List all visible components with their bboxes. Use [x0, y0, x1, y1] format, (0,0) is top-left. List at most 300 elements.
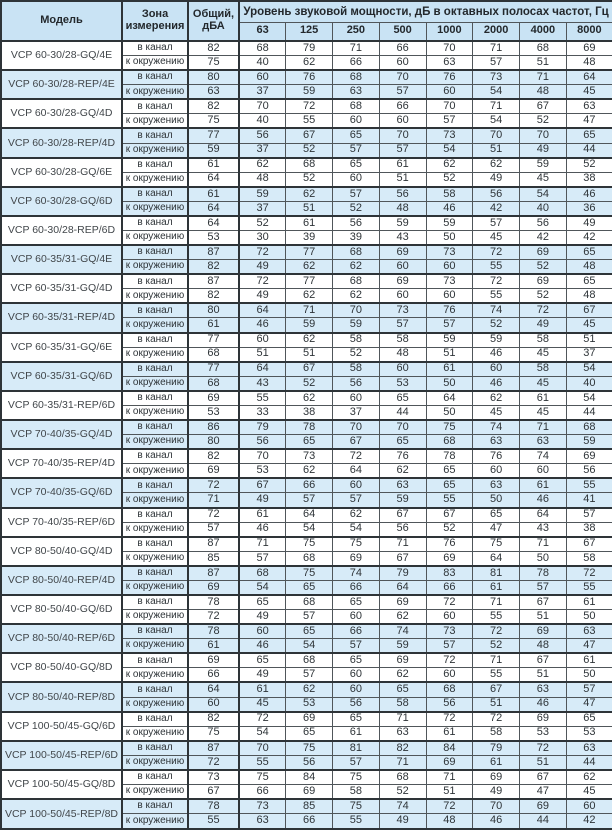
table-row-duct: [1, 449, 612, 464]
value-cell: 77: [188, 128, 239, 143]
value-cell: 60: [379, 260, 426, 275]
zone-ambient-cell: к окружению: [122, 405, 188, 420]
zone-duct-cell: в канал: [122, 682, 188, 697]
value-cell: 72: [188, 478, 239, 493]
zone-duct-cell: в канал: [122, 566, 188, 581]
value-cell: 63: [566, 99, 612, 114]
value-cell: 52: [286, 376, 333, 391]
value-cell: 79: [379, 566, 426, 581]
zone-duct-cell: в канал: [122, 128, 188, 143]
value-cell: 62: [333, 289, 380, 304]
value-cell: 73: [239, 799, 286, 814]
value-cell: 61: [239, 508, 286, 523]
value-cell: 57: [426, 114, 473, 129]
value-cell: 70: [379, 420, 426, 435]
value-cell: 72: [426, 799, 473, 814]
value-cell: 69: [188, 653, 239, 668]
value-cell: 67: [188, 784, 239, 799]
value-cell: 87: [188, 274, 239, 289]
value-cell: 78: [188, 799, 239, 814]
value-cell: 56: [333, 697, 380, 712]
value-cell: 38: [286, 405, 333, 420]
value-cell: 71: [286, 303, 333, 318]
value-cell: 48: [426, 814, 473, 829]
value-cell: 77: [286, 245, 333, 260]
value-cell: 51: [520, 610, 567, 625]
value-cell: 39: [333, 231, 380, 246]
zone-column-header: Зона измерения: [122, 1, 188, 41]
zone-ambient-cell: к окружению: [122, 172, 188, 187]
table-row-duct: [1, 41, 612, 56]
value-cell: 40: [566, 376, 612, 391]
value-cell: 49: [239, 260, 286, 275]
value-cell: 46: [566, 187, 612, 202]
value-cell: 72: [426, 595, 473, 610]
value-cell: 57: [566, 508, 612, 523]
value-cell: 69: [286, 784, 333, 799]
value-cell: 67: [286, 362, 333, 377]
value-cell: 56: [379, 187, 426, 202]
value-cell: 60: [333, 391, 380, 406]
value-cell: 87: [188, 741, 239, 756]
value-cell: 50: [426, 376, 473, 391]
model-cell: VCP 100-50/45-REP/6D: [1, 741, 122, 770]
value-cell: 52: [333, 201, 380, 216]
value-cell: 60: [333, 114, 380, 129]
value-cell: 42: [566, 814, 612, 829]
value-cell: 57: [473, 56, 520, 71]
value-cell: 56: [333, 216, 380, 231]
value-cell: 43: [239, 376, 286, 391]
value-cell: 59: [473, 333, 520, 348]
model-cell: VCP 60-35/31-GQ/4D: [1, 274, 122, 303]
table-body: [1, 41, 612, 829]
value-cell: 73: [188, 770, 239, 785]
value-cell: 57: [566, 682, 612, 697]
value-cell: 72: [426, 712, 473, 727]
value-cell: 57: [286, 493, 333, 508]
value-cell: 52: [473, 639, 520, 654]
value-cell: 46: [239, 522, 286, 537]
value-cell: 44: [566, 143, 612, 158]
value-cell: 46: [520, 697, 567, 712]
value-cell: 65: [333, 595, 380, 610]
zone-ambient-cell: к окружению: [122, 639, 188, 654]
value-cell: 37: [239, 201, 286, 216]
value-cell: 69: [520, 624, 567, 639]
value-cell: 57: [188, 522, 239, 537]
value-cell: 75: [188, 56, 239, 71]
value-cell: 43: [520, 522, 567, 537]
value-cell: 60: [333, 610, 380, 625]
value-cell: 69: [566, 41, 612, 56]
value-cell: 54: [566, 391, 612, 406]
value-cell: 61: [520, 391, 567, 406]
value-cell: 75: [333, 799, 380, 814]
value-cell: 59: [426, 333, 473, 348]
value-cell: 56: [333, 376, 380, 391]
value-cell: 74: [379, 799, 426, 814]
value-cell: 57: [333, 187, 380, 202]
value-cell: 49: [239, 668, 286, 683]
value-cell: 62: [566, 770, 612, 785]
value-cell: 55: [239, 391, 286, 406]
value-cell: 69: [333, 551, 380, 566]
value-cell: 55: [286, 114, 333, 129]
value-cell: 40: [520, 201, 567, 216]
value-cell: 53: [188, 231, 239, 246]
value-cell: 55: [333, 814, 380, 829]
value-cell: 63: [239, 814, 286, 829]
value-cell: 54: [239, 580, 286, 595]
value-cell: 49: [520, 143, 567, 158]
value-cell: 55: [473, 668, 520, 683]
value-cell: 75: [286, 566, 333, 581]
value-cell: 72: [473, 624, 520, 639]
value-cell: 68: [286, 595, 333, 610]
value-cell: 51: [379, 172, 426, 187]
value-cell: 52: [426, 172, 473, 187]
value-cell: 69: [379, 245, 426, 260]
zone-duct-cell: в канал: [122, 99, 188, 114]
value-cell: 67: [566, 303, 612, 318]
value-cell: 68: [566, 420, 612, 435]
value-cell: 50: [566, 610, 612, 625]
value-cell: 60: [333, 668, 380, 683]
value-cell: 52: [520, 289, 567, 304]
value-cell: 71: [473, 41, 520, 56]
value-cell: 60: [520, 464, 567, 479]
zone-duct-cell: в канал: [122, 712, 188, 727]
value-cell: 62: [333, 508, 380, 523]
value-cell: 45: [473, 405, 520, 420]
value-cell: 69: [520, 274, 567, 289]
table-row-duct: [1, 770, 612, 785]
value-cell: 74: [473, 420, 520, 435]
value-cell: 57: [333, 143, 380, 158]
value-cell: 81: [473, 566, 520, 581]
value-cell: 51: [426, 784, 473, 799]
value-cell: 50: [566, 668, 612, 683]
value-cell: 72: [333, 449, 380, 464]
value-cell: 37: [239, 143, 286, 158]
model-cell: VCP 60-30/28-REP/4E: [1, 70, 122, 99]
zone-ambient-cell: к окружению: [122, 376, 188, 391]
value-cell: 68: [333, 245, 380, 260]
value-cell: 66: [333, 56, 380, 71]
value-cell: 63: [379, 726, 426, 741]
value-cell: 51: [426, 347, 473, 362]
table-row-duct: [1, 712, 612, 727]
value-cell: 47: [473, 522, 520, 537]
value-cell: 60: [333, 682, 380, 697]
value-cell: 55: [426, 493, 473, 508]
value-cell: 75: [426, 420, 473, 435]
model-cell: VCP 60-30/28-GQ/6D: [1, 187, 122, 216]
value-cell: 54: [566, 362, 612, 377]
zone-duct-cell: в канал: [122, 799, 188, 814]
value-cell: 57: [379, 85, 426, 100]
table-row-duct: [1, 391, 612, 406]
value-cell: 63: [426, 56, 473, 71]
value-cell: 71: [426, 770, 473, 785]
value-cell: 71: [379, 712, 426, 727]
value-cell: 71: [473, 653, 520, 668]
value-cell: 63: [473, 435, 520, 450]
value-cell: 67: [239, 478, 286, 493]
value-cell: 70: [473, 799, 520, 814]
value-cell: 68: [239, 566, 286, 581]
value-cell: 67: [520, 770, 567, 785]
zone-ambient-cell: к окружению: [122, 784, 188, 799]
value-cell: 63: [188, 85, 239, 100]
value-cell: 77: [188, 333, 239, 348]
value-cell: 64: [188, 682, 239, 697]
value-cell: 42: [520, 231, 567, 246]
value-cell: 45: [566, 85, 612, 100]
value-cell: 65: [379, 435, 426, 450]
table-row-duct: [1, 303, 612, 318]
value-cell: 59: [239, 187, 286, 202]
value-cell: 45: [239, 697, 286, 712]
value-cell: 56: [566, 464, 612, 479]
value-cell: 72: [239, 245, 286, 260]
value-cell: 68: [520, 41, 567, 56]
value-cell: 55: [566, 478, 612, 493]
value-cell: 63: [333, 85, 380, 100]
model-cell: VCP 80-50/40-GQ/4D: [1, 537, 122, 566]
zone-duct-cell: в канал: [122, 158, 188, 173]
value-cell: 72: [426, 653, 473, 668]
value-cell: 61: [286, 216, 333, 231]
value-cell: 80: [188, 435, 239, 450]
value-cell: 68: [426, 435, 473, 450]
value-cell: 56: [520, 216, 567, 231]
value-cell: 60: [426, 85, 473, 100]
value-cell: 53: [566, 726, 612, 741]
value-cell: 57: [379, 318, 426, 333]
value-cell: 63: [566, 624, 612, 639]
model-cell: VCP 60-30/28-REP/6D: [1, 216, 122, 245]
value-cell: 57: [286, 610, 333, 625]
value-cell: 68: [286, 551, 333, 566]
value-cell: 65: [333, 128, 380, 143]
value-cell: 52: [239, 216, 286, 231]
value-cell: 49: [239, 493, 286, 508]
value-cell: 69: [473, 770, 520, 785]
value-cell: 66: [188, 668, 239, 683]
value-cell: 67: [286, 128, 333, 143]
value-cell: 44: [379, 405, 426, 420]
value-cell: 70: [473, 128, 520, 143]
zone-ambient-cell: к окружению: [122, 726, 188, 741]
value-cell: 67: [426, 508, 473, 523]
value-cell: 64: [426, 391, 473, 406]
value-cell: 45: [520, 172, 567, 187]
value-cell: 72: [188, 508, 239, 523]
value-cell: 52: [566, 158, 612, 173]
zone-ambient-cell: к окружению: [122, 610, 188, 625]
value-cell: 66: [286, 814, 333, 829]
value-cell: 55: [473, 260, 520, 275]
table-row-duct: [1, 70, 612, 85]
value-cell: 59: [426, 216, 473, 231]
value-cell: 48: [566, 260, 612, 275]
value-cell: 69: [188, 391, 239, 406]
value-cell: 57: [333, 639, 380, 654]
zone-ambient-cell: к окружению: [122, 201, 188, 216]
value-cell: 85: [286, 799, 333, 814]
zone-duct-cell: в канал: [122, 770, 188, 785]
freq-column-header-250: 250: [333, 22, 380, 41]
value-cell: 67: [520, 99, 567, 114]
value-cell: 54: [286, 639, 333, 654]
value-cell: 44: [566, 405, 612, 420]
value-cell: 37: [333, 405, 380, 420]
value-cell: 58: [520, 362, 567, 377]
value-cell: 75: [473, 537, 520, 552]
model-cell: VCP 100-50/45-GQ/6D: [1, 712, 122, 741]
value-cell: 42: [473, 201, 520, 216]
value-cell: 61: [379, 158, 426, 173]
value-cell: 54: [426, 143, 473, 158]
table-row-duct: [1, 595, 612, 610]
value-cell: 44: [566, 755, 612, 770]
value-cell: 80: [188, 70, 239, 85]
value-cell: 71: [379, 755, 426, 770]
value-cell: 69: [379, 274, 426, 289]
value-cell: 66: [239, 784, 286, 799]
value-cell: 70: [239, 741, 286, 756]
value-cell: 57: [333, 493, 380, 508]
value-cell: 70: [333, 303, 380, 318]
value-cell: 55: [239, 755, 286, 770]
value-cell: 77: [188, 362, 239, 377]
freq-column-header-125: 125: [286, 22, 333, 41]
zone-ambient-cell: к окружению: [122, 114, 188, 129]
value-cell: 55: [566, 580, 612, 595]
value-cell: 62: [286, 56, 333, 71]
value-cell: 68: [333, 274, 380, 289]
value-cell: 61: [188, 158, 239, 173]
value-cell: 86: [188, 420, 239, 435]
model-cell: VCP 60-30/28-GQ/6E: [1, 158, 122, 187]
zone-ambient-cell: к окружению: [122, 464, 188, 479]
zone-ambient-cell: к окружению: [122, 668, 188, 683]
value-cell: 71: [333, 41, 380, 56]
value-cell: 56: [286, 755, 333, 770]
zone-duct-cell: в канал: [122, 362, 188, 377]
value-cell: 52: [333, 347, 380, 362]
freq-column-header-63: 63: [239, 22, 286, 41]
table-row-duct: [1, 362, 612, 377]
value-cell: 67: [379, 551, 426, 566]
value-cell: 52: [286, 172, 333, 187]
value-cell: 66: [333, 624, 380, 639]
value-cell: 36: [566, 201, 612, 216]
model-cell: VCP 80-50/40-REP/8D: [1, 682, 122, 711]
zone-duct-cell: в канал: [122, 624, 188, 639]
table-row-duct: [1, 274, 612, 289]
value-cell: 69: [188, 580, 239, 595]
table-row-duct: [1, 682, 612, 697]
value-cell: 62: [473, 391, 520, 406]
value-cell: 49: [520, 318, 567, 333]
value-cell: 57: [333, 755, 380, 770]
value-cell: 58: [333, 784, 380, 799]
value-cell: 50: [426, 231, 473, 246]
value-cell: 69: [520, 712, 567, 727]
value-cell: 76: [473, 449, 520, 464]
table-row-duct: [1, 420, 612, 435]
value-cell: 68: [188, 347, 239, 362]
value-cell: 87: [188, 566, 239, 581]
value-cell: 49: [239, 610, 286, 625]
value-cell: 53: [188, 405, 239, 420]
value-cell: 54: [239, 726, 286, 741]
value-cell: 56: [239, 435, 286, 450]
value-cell: 62: [286, 333, 333, 348]
table-row-duct: [1, 508, 612, 523]
table-row-duct: [1, 653, 612, 668]
value-cell: 78: [188, 624, 239, 639]
value-cell: 38: [566, 172, 612, 187]
table-row-duct: [1, 245, 612, 260]
value-cell: 69: [379, 595, 426, 610]
value-cell: 68: [426, 682, 473, 697]
value-cell: 70: [520, 128, 567, 143]
value-cell: 76: [286, 70, 333, 85]
value-cell: 64: [286, 508, 333, 523]
value-cell: 30: [239, 231, 286, 246]
value-cell: 70: [379, 70, 426, 85]
value-cell: 51: [473, 143, 520, 158]
freq-column-header-8000: 8000: [566, 22, 612, 41]
value-cell: 76: [379, 449, 426, 464]
value-cell: 64: [239, 362, 286, 377]
value-cell: 61: [188, 318, 239, 333]
value-cell: 68: [239, 41, 286, 56]
value-cell: 49: [239, 289, 286, 304]
value-cell: 49: [566, 216, 612, 231]
value-cell: 62: [426, 158, 473, 173]
value-cell: 48: [520, 85, 567, 100]
value-cell: 53: [286, 697, 333, 712]
value-cell: 65: [426, 464, 473, 479]
freq-column-header-2000: 2000: [473, 22, 520, 41]
value-cell: 74: [473, 303, 520, 318]
value-cell: 78: [188, 595, 239, 610]
value-cell: 51: [286, 347, 333, 362]
value-cell: 52: [520, 260, 567, 275]
value-cell: 59: [286, 85, 333, 100]
value-cell: 59: [379, 639, 426, 654]
table-row-duct: [1, 216, 612, 231]
value-cell: 75: [333, 770, 380, 785]
value-cell: 68: [188, 376, 239, 391]
value-cell: 69: [188, 464, 239, 479]
value-cell: 49: [473, 172, 520, 187]
value-cell: 62: [473, 158, 520, 173]
value-cell: 51: [520, 668, 567, 683]
value-cell: 60: [426, 668, 473, 683]
value-cell: 84: [286, 770, 333, 785]
value-cell: 64: [188, 216, 239, 231]
value-cell: 60: [566, 799, 612, 814]
value-cell: 82: [188, 99, 239, 114]
value-cell: 54: [473, 114, 520, 129]
zone-duct-cell: в канал: [122, 391, 188, 406]
